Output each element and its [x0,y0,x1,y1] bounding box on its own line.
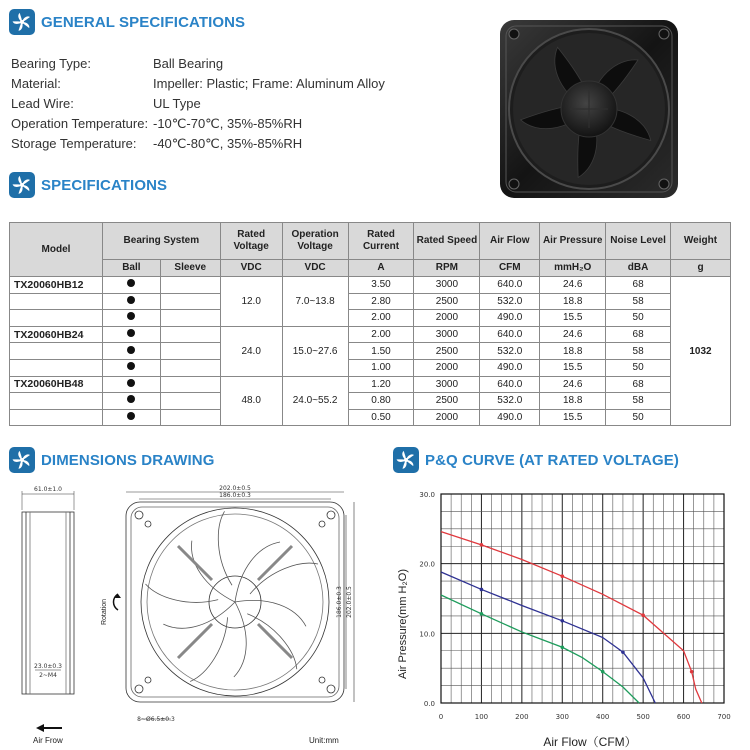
ball-cell [102,359,160,376]
air-flow-cell: 532.0 [480,343,540,360]
rated-speed-cell: 2500 [414,343,480,360]
ball-cell [102,409,160,426]
data-point [560,645,564,649]
model-cell [10,343,103,360]
noise-level-cell: 58 [606,343,671,360]
pq-curve-title: P&Q CURVE (AT RATED VOLTAGE) [425,451,679,469]
model-cell [10,310,103,327]
side-bottom-dim2: 2~M4 [39,672,57,679]
series-line [441,595,639,703]
header-model: Model [10,223,103,277]
data-point [480,612,484,616]
air-pressure-cell: 24.6 [540,326,606,343]
general-spec-value: -10℃-70℃, 35%-85%RH [153,116,303,131]
air-pressure-cell: 15.5 [540,359,606,376]
rated-voltage-cell: 24.0 [220,326,282,376]
y-tick-label: 20.0 [419,560,435,569]
sleeve-cell [160,359,220,376]
operation-voltage-cell: 15.0~27.6 [282,326,348,376]
header-rated-speed: Rated Speed [414,223,480,260]
model-cell [10,393,103,410]
front-right-dim2: 202.0±0.5 [346,586,353,618]
data-point [560,574,564,578]
noise-level-cell: 50 [606,310,671,327]
specifications-title: SPECIFICATIONS [41,176,168,194]
air-flow-cell: 532.0 [480,293,540,310]
table-row [10,326,731,343]
general-spec-row [11,74,471,94]
rated-speed-cell: 3000 [414,376,480,393]
general-specs-list [11,54,471,154]
table-row [10,310,731,327]
airflow-label: Air Frow [33,736,63,745]
air-pressure-cell: 15.5 [540,409,606,426]
header-operation-voltage: Operation Voltage [282,223,348,260]
unit-label: Unit:mm [309,736,339,745]
fan-logo-icon [393,447,419,473]
ball-bearing-dot-icon [127,395,135,403]
sleeve-cell [160,376,220,393]
weight-cell: 1032 [671,277,731,426]
x-tick-label: 400 [596,713,610,721]
unit-weight: g [671,260,731,277]
air-flow-cell: 490.0 [480,409,540,426]
rated-current-cell: 3.50 [348,277,414,294]
chart-series [441,532,702,703]
header-rated-voltage: Rated Voltage [220,223,282,260]
rated-voltage-cell: 12.0 [220,277,282,327]
x-tick-label: 100 [474,713,489,721]
y-tick-label: 0.0 [423,700,435,708]
sleeve-cell [160,409,220,426]
ball-bearing-dot-icon [127,412,135,420]
general-spec-key: Bearing Type: [11,56,91,71]
table-row [10,359,731,376]
table-row [10,343,731,360]
x-tick-label: 300 [555,713,569,721]
front-right-dim1: 186.0±0.3 [336,586,343,618]
x-axis-label: Air Flow（CFM） [543,735,637,749]
ball-cell [102,277,160,294]
series-line [441,532,702,703]
model-cell: TX20060HB12 [10,277,103,294]
rated-current-cell: 0.80 [348,393,414,410]
sleeve-cell [160,310,220,327]
x-tick-label: 500 [636,713,650,721]
ball-bearing-dot-icon [127,296,135,304]
chart-grid [441,494,724,703]
air-flow-cell: 640.0 [480,326,540,343]
table-row [10,376,731,393]
ball-cell [102,393,160,410]
air-pressure-cell: 15.5 [540,310,606,327]
general-spec-row [11,114,471,134]
unit-rated-voltage: VDC [220,260,282,277]
air-pressure-cell: 18.8 [540,343,606,360]
general-specs-heading [9,9,245,35]
unit-operation-voltage: VDC [282,260,348,277]
air-pressure-cell: 24.6 [540,277,606,294]
rated-current-cell: 1.00 [348,359,414,376]
rated-speed-cell: 2000 [414,409,480,426]
rated-speed-cell: 3000 [414,326,480,343]
data-point [480,588,484,592]
model-cell [10,293,103,310]
header-weight: Weight [671,223,731,260]
noise-level-cell: 68 [606,277,671,294]
operation-voltage-cell: 24.0~55.2 [282,376,348,426]
model-cell: TX20060HB48 [10,376,103,393]
ball-bearing-dot-icon [127,346,135,354]
rated-current-cell: 2.00 [348,310,414,327]
x-tick-label: 0 [438,713,444,721]
airflow-arrow-icon [36,724,44,732]
general-spec-value: Impeller: Plastic; Frame: Aluminum Alloy [153,76,385,91]
y-tick-label: 30.0 [419,491,435,499]
data-point [560,619,564,623]
model-cell [10,359,103,376]
general-spec-key: Operation Temperature: [11,116,149,131]
header-bearing-system: Bearing System [102,223,220,260]
rated-speed-cell: 2500 [414,293,480,310]
header-air-pressure: Air Pressure [540,223,606,260]
ball-bearing-dot-icon [127,312,135,320]
noise-level-cell: 58 [606,393,671,410]
side-top-dim: 61.0±1.0 [34,486,62,493]
rated-current-cell: 2.00 [348,326,414,343]
general-spec-key: Storage Temperature: [11,136,137,151]
table-row [10,393,731,410]
rated-speed-cell: 3000 [414,277,480,294]
air-pressure-cell: 18.8 [540,393,606,410]
front-top-dim2: 186.0±0.3 [219,492,251,499]
y-axis-label: Air Pressure(mm H₂O) [397,569,409,679]
rated-current-cell: 0.50 [348,409,414,426]
fan-product-photo [498,18,680,200]
sleeve-cell [160,293,220,310]
front-top-dim1: 202.0±0.5 [219,485,251,492]
model-cell: TX20060HB24 [10,326,103,343]
sleeve-cell [160,343,220,360]
air-flow-cell: 490.0 [480,310,540,327]
side-bottom-dim1: 23.0±0.3 [34,663,62,670]
air-flow-cell: 490.0 [480,359,540,376]
ball-cell [102,326,160,343]
table-row [10,293,731,310]
specifications-table [9,222,731,426]
rated-current-cell: 2.80 [348,293,414,310]
table-row [10,277,731,294]
unit-ball: Ball [102,260,160,277]
dimensions-drawing [0,480,380,750]
air-flow-cell: 640.0 [480,376,540,393]
unit-sleeve: Sleeve [160,260,220,277]
air-pressure-cell: 18.8 [540,293,606,310]
unit-rated-current: A [348,260,414,277]
ball-cell [102,310,160,327]
header-air-flow: Air Flow [480,223,540,260]
general-spec-row [11,134,471,154]
noise-level-cell: 50 [606,359,671,376]
unit-rated-speed: RPM [414,260,480,277]
rotation-label: Rotation [101,598,108,626]
unit-noise-level: dBA [606,260,671,277]
noise-level-cell: 58 [606,293,671,310]
table-row [10,409,731,426]
operation-voltage-cell: 7.0~13.8 [282,277,348,327]
data-point [480,543,484,547]
unit-air-pressure: mmH₂O [540,260,606,277]
x-tick-label: 200 [515,713,529,721]
general-spec-value: Ball Bearing [153,56,224,71]
rated-speed-cell: 2500 [414,393,480,410]
hole-dim: 8~Ø6.5±0.3 [137,716,175,723]
ball-bearing-dot-icon [127,362,135,370]
ball-cell [102,293,160,310]
y-tick-label: 10.0 [419,630,435,639]
data-point [621,650,625,654]
rated-speed-cell: 2000 [414,359,480,376]
header-rated-current: Rated Current [348,223,414,260]
ball-bearing-dot-icon [127,279,135,287]
fan-logo-icon [9,447,35,473]
data-point [601,670,605,674]
rated-speed-cell: 2000 [414,310,480,327]
specifications-heading [9,172,167,198]
noise-level-cell: 68 [606,326,671,343]
dimensions-title: DIMENSIONS DRAWING [41,451,215,469]
ball-bearing-dot-icon [127,329,135,337]
general-specs-title: GENERAL SPECIFICATIONS [41,13,246,31]
sleeve-cell [160,393,220,410]
general-spec-value: UL Type [153,96,201,111]
air-flow-cell: 532.0 [480,393,540,410]
noise-level-cell: 50 [606,409,671,426]
x-tick-label: 700 [717,713,731,721]
ball-cell [102,343,160,360]
ball-bearing-dot-icon [127,379,135,387]
air-pressure-cell: 24.6 [540,376,606,393]
data-point [690,670,694,674]
pq-curve-chart [380,480,750,750]
sleeve-cell [160,326,220,343]
fan-logo-icon [9,9,35,35]
ball-cell [102,376,160,393]
pq-curve-heading [393,447,679,473]
fan-logo-icon [9,172,35,198]
general-spec-value: -40℃-80℃, 35%-85%RH [153,136,303,151]
sleeve-cell [160,277,220,294]
model-cell [10,409,103,426]
header-noise-level: Noise Level [606,223,671,260]
unit-air-flow: CFM [480,260,540,277]
dimensions-heading [9,447,214,473]
general-spec-row [11,54,471,74]
general-spec-key: Lead Wire: [11,96,74,111]
general-spec-row [11,94,471,114]
noise-level-cell: 68 [606,376,671,393]
rated-voltage-cell: 48.0 [220,376,282,426]
general-spec-key: Material: [11,76,61,91]
rated-current-cell: 1.20 [348,376,414,393]
data-point [641,613,645,617]
x-tick-label: 600 [676,713,691,721]
air-flow-cell: 640.0 [480,277,540,294]
rated-current-cell: 1.50 [348,343,414,360]
